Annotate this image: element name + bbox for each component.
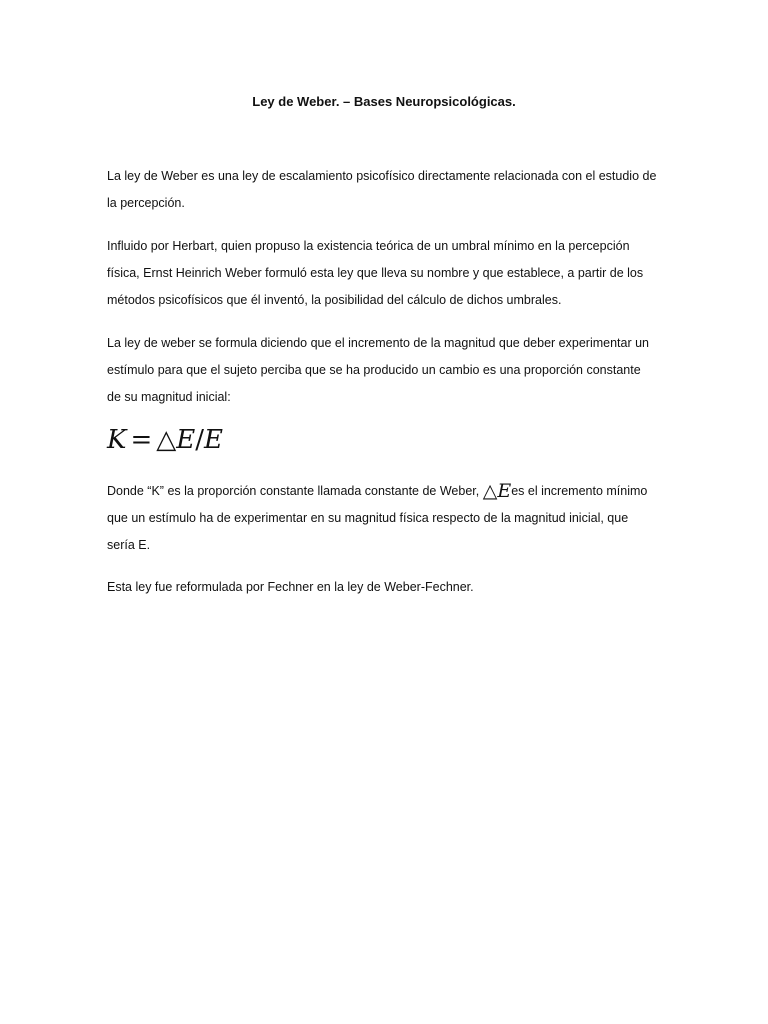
- formula-e-numerator: E: [176, 425, 196, 455]
- text-line: Esta ley fue reformulada por Fechner en la ley de Weber-Fechner.: [107, 580, 474, 594]
- inline-delta-symbol: △: [482, 480, 498, 502]
- weber-formula: [107, 422, 223, 458]
- paragraph-fechner: [107, 574, 667, 601]
- text-line: que un estímulo ha de experimentar en su magnitud física respecto de la magnitud inicial, que: [107, 511, 629, 525]
- text-line: sería E.: [107, 538, 151, 552]
- text-line: la percepción.: [107, 196, 185, 210]
- paragraph-explanation: [107, 478, 667, 559]
- text-line: métodos psicofísicos que él inventó, la posibilidad del cálculo de dichos umbrales.: [107, 293, 562, 307]
- text-line: de su magnitud inicial:: [107, 390, 231, 404]
- text-segment: Donde “K” es la proporción constante llamada constante de Weber,: [107, 484, 483, 498]
- inline-e: E: [497, 480, 512, 502]
- document-title: Ley de Weber. – Bases Neuropsicológicas.: [252, 94, 516, 109]
- text-line: La ley de Weber es una ley de escalamiento psicofísico directamente relacionada con el estudio de: [107, 169, 657, 183]
- text-line: [107, 478, 667, 505]
- text-line: La ley de weber se formula diciendo que el incremento de la magnitud que deber experimentar un: [107, 336, 649, 350]
- text-line: física, Ernst Heinrich Weber formuló esta ley que lleva su nombre y que establece, a partir de los: [107, 266, 644, 280]
- inline-delta-e: [483, 480, 512, 502]
- text-line: estímulo para que el sujeto perciba que se ha producido un cambio es una proporción constante: [107, 363, 641, 377]
- formula-e-denominator: E: [203, 425, 223, 455]
- text-line: Influido por Herbart, quien propuso la existencia teórica de un umbral mínimo en la percepción: [107, 239, 630, 253]
- formula-slash: /: [195, 425, 204, 455]
- formula-equals: =: [130, 425, 153, 455]
- formula-k: K: [107, 425, 127, 455]
- text-segment: es el incremento mínimo: [511, 484, 648, 498]
- paragraph-formulation: [107, 330, 667, 411]
- paragraph-history: [107, 233, 667, 314]
- formula-delta-symbol: △: [156, 425, 177, 455]
- paragraph-definition: [107, 163, 667, 217]
